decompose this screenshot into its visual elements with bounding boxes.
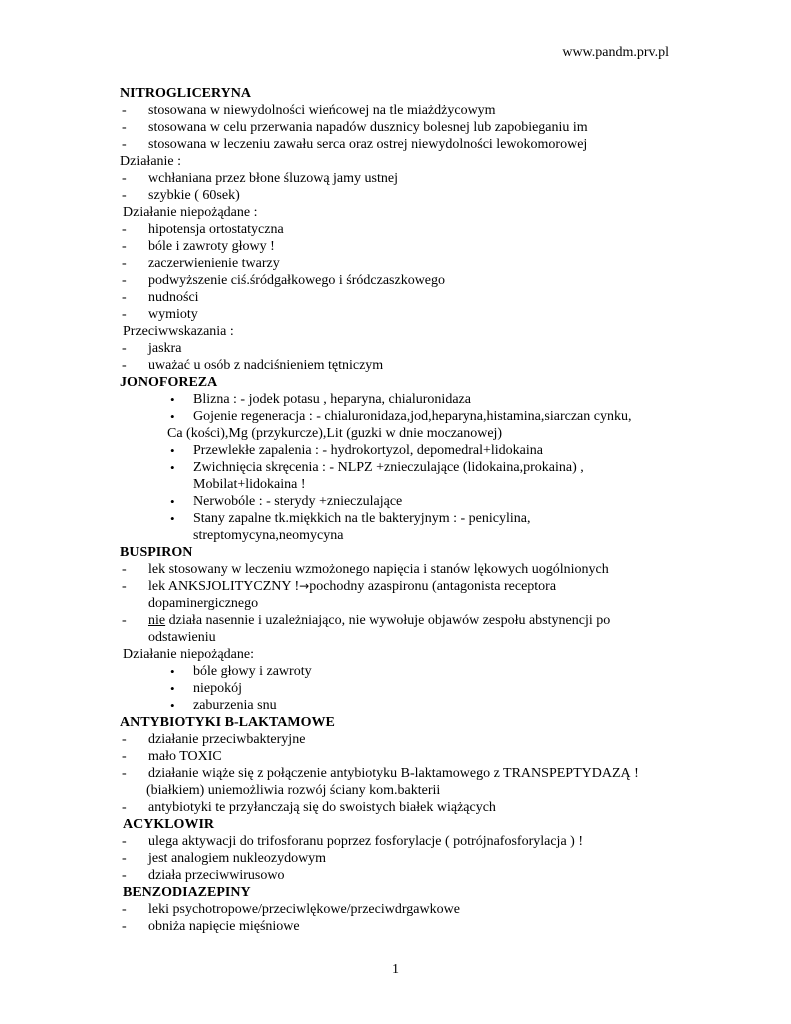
list-item: - stosowana w niewydolności wieńcowej na tle miażdżycowym [122, 103, 496, 118]
list-item: - nie działa nasennie i uzależniająco, nie wywołuje objawów zespołu abstynencji po [122, 613, 611, 628]
subheading-dzialanie: Działanie : [120, 154, 182, 169]
list-item-continuation: Mobilat+lidokaina ! [193, 477, 306, 492]
document-body [120, 85, 680, 935]
list-item-continuation: dopaminergicznego [148, 596, 259, 611]
list-item-continuation: streptomycyna,neomycyna [193, 528, 344, 543]
list-item: - antybiotyki te przyłanczają się do swoistych białek wiążących [122, 800, 496, 815]
list-item: - szybkie ( 60sek) [122, 188, 240, 203]
list-item: - wchłaniana przez błone śluzową jamy ustnej [122, 171, 398, 186]
list-item: • bóle głowy i zawroty [170, 664, 312, 679]
section-title-jonoforeza: JONOFOREZA [120, 375, 218, 390]
list-item: - lek stosowany w leczeniu wzmożonego napięcia i stanów lękowych uogólnionych [122, 562, 609, 577]
list-item: - zaczerwienienie twarzy [122, 256, 280, 271]
list-item: - obniża napięcie mięśniowe [122, 919, 300, 934]
list-item: - działa przeciwwirusowo [122, 868, 285, 883]
section-title-benzodiazepiny: BENZODIAZEPINY [123, 885, 251, 900]
section-title-antybiotyki: ANTYBIOTYKI B-LAKTAMOWE [120, 715, 335, 730]
list-item: - nudności [122, 290, 199, 305]
list-item: • Przewlekłe zapalenia : - hydrokortyzol, depomedral+lidokaina [170, 443, 543, 458]
list-item: - hipotensja ortostatyczna [122, 222, 284, 237]
page-header-url: www.pandm.prv.pl [562, 45, 669, 60]
list-item: - leki psychotropowe/przeciwlękowe/przeciwdrgawkowe [122, 902, 460, 917]
list-item: - stosowana w leczeniu zawału serca oraz ostrej niewydolności lewokomorowej [122, 137, 588, 152]
list-item-continuation: Ca (kości),Mg (przykurcze),Lit (guzki w dnie moczanowej) [167, 426, 503, 441]
list-item: • Nerwobóle : - sterydy +znieczulające [170, 494, 403, 509]
underlined-word: nie [148, 613, 166, 628]
list-item: • niepokój [170, 681, 242, 696]
section-title-buspiron: BUSPIRON [120, 545, 193, 560]
list-item: - wymioty [122, 307, 198, 322]
list-item: - działanie wiąże się z połączenie antybiotyku B-laktamowego z TRANSPEPTYDAZĄ ! [122, 766, 639, 781]
list-item: - bóle i zawroty głowy ! [122, 239, 275, 254]
list-item: • Stany zapalne tk.miękkich na tle bakteryjnym : - penicylina, [170, 511, 531, 526]
list-item: • zaburzenia snu [170, 698, 277, 713]
list-item: - podwyższenie ciś.śródgałkowego i śródczaszkowego [122, 273, 446, 288]
subheading-niepozadane: Działanie niepożądane: [123, 647, 254, 662]
list-item: - jest analogiem nukleozydowym [122, 851, 327, 866]
list-item: • Zwichnięcia skręcenia : - NLPZ +znieczulające (lidokaina,prokaina) , [170, 460, 584, 475]
list-item: • Blizna : - jodek potasu , heparyna, chialuronidaza [170, 392, 471, 407]
list-item: • Gojenie regeneracja : - chialuronidaza,jod,heparyna,histamina,siarczan cynku, [170, 409, 632, 424]
subheading-niepozadane: Działanie niepożądane : [123, 205, 258, 220]
page-number: 1 [392, 962, 399, 977]
section-title-acyklowir: ACYKLOWIR [123, 817, 215, 832]
list-item: - jaskra [122, 341, 182, 356]
list-item: - lek ANKSJOLITYCZNY !→pochodny azaspironu (antagonista receptora [122, 579, 557, 594]
list-item-continuation: odstawieniu [148, 630, 216, 645]
list-item: - ulega aktywacji do trifosforanu poprzez fosforylacje ( potrójnafosforylacja ) ! [122, 834, 583, 849]
arrow-right-icon: → [299, 579, 310, 593]
list-item: - uważać u osób z nadciśnieniem tętniczym [122, 358, 384, 373]
section-title-nitrogliceryna: NITROGLICERYNA [120, 86, 251, 101]
subheading-przeciwwskazania: Przeciwwskazania : [123, 324, 234, 339]
list-item: - mało TOXIC [122, 749, 222, 764]
list-item-continuation: (białkiem) uniemożliwia rozwój ściany kom.bakterii [146, 783, 441, 798]
list-item: - stosowana w celu przerwania napadów dusznicy bolesnej lub zapobieganiu im [122, 120, 588, 135]
list-item: - działanie przeciwbakteryjne [122, 732, 306, 747]
